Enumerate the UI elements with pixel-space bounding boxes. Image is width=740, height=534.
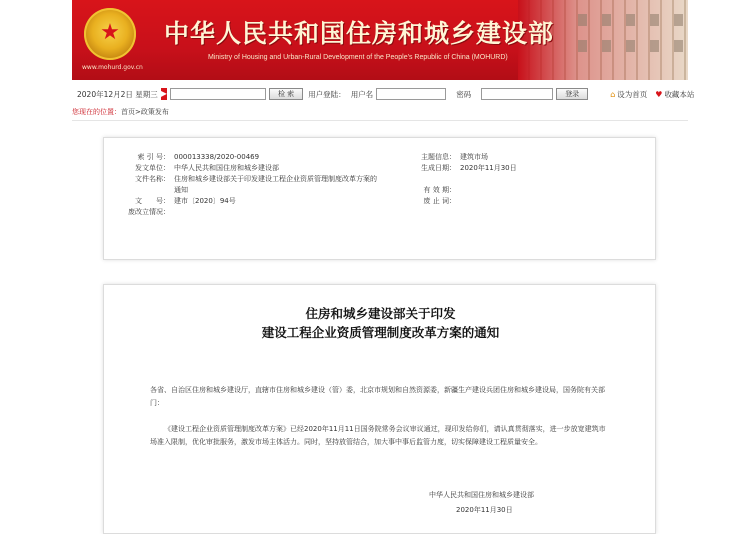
info-row-abolish [122,207,412,218]
doc-no-label: 文 号： [135,197,170,205]
divider [72,120,688,121]
signature-org: 中华人民共和国住房和城乡建设部 [429,491,534,499]
info-row-docname [122,174,412,196]
favorite-link[interactable] [655,89,694,100]
abolish-value [174,207,412,218]
username-input[interactable] [376,88,446,100]
info-row-issuer [122,163,412,174]
document-info-card [103,137,656,260]
info-right-column [416,152,636,207]
national-emblem-icon[interactable]: ★ [84,8,136,60]
info-row-repeal [416,196,636,207]
info-row-docno [122,196,412,207]
doc-no-value: 建市〔2020〕94号 [174,197,236,205]
emblem-url: www.mohurd.gov.cn [82,64,143,71]
location-label: 您现在的位置： [72,108,121,116]
search-input[interactable] [170,88,266,100]
search-button[interactable]: 检 索 [269,88,303,100]
username-label: 用户名 [350,89,374,99]
toolbar [72,84,695,104]
search-arrow-icon[interactable]: ▶ [160,89,167,98]
valid-value [460,185,636,196]
index-no-label: 索 引 号： [137,153,170,161]
repeal-label: 废 止 词： [423,197,456,205]
breadcrumb [72,107,688,119]
doc-name-value: 住房和城乡建设部关于印发建设工程企业资质管理制度改革方案的通知 [174,175,377,194]
doc-title-line1: 住房和城乡建设部关于印发 [305,306,456,321]
breadcrumb-path[interactable]: 首页>政策发布 [121,108,169,116]
repeal-value [460,196,636,207]
topic-value: 建筑市场 [460,153,488,161]
site-title: 中华人民共和国住房和城乡建设部 [164,19,555,48]
password-label: 密码 [456,89,472,99]
password-input[interactable] [481,88,553,100]
date-value: 2020年11月30日 [460,164,517,172]
abolish-label: 废改立情况： [128,208,170,216]
document-body-card [103,284,656,534]
doc-name-label: 文件名称： [135,175,170,183]
issuer-label: 发文单位： [135,164,170,172]
doc-title-line2: 建设工程企业资质管理制度改革方案的通知 [261,325,500,340]
info-row-date [416,163,636,174]
set-homepage-link[interactable] [610,89,647,100]
current-date: 2020年12月2日 星期三 [77,89,158,99]
signature-date: 2020年11月30日 [456,506,513,514]
index-no-value: 000013338/2020-00469 [174,153,260,161]
home-icon: ⌂ [610,89,616,99]
valid-label: 有 效 期： [423,186,456,194]
user-login-label: 用户登陆： [308,89,346,99]
info-row-topic [416,152,636,163]
doc-paragraph-body: 《建设工程企业资质管理制度改革方案》已经2020年11月11日国务院常务会议审议通过，现印发给你们，请认真贯彻落实，进一步放宽建筑市场准入限制，优化审批服务，激发市场主体活力。同时，坚持放管结合，加大事中事后监管力度，切实保障建设工程质量安全。 [150,425,606,446]
doc-paragraph-recipients: 各省、自治区住房和城乡建设厅，直辖市住房和城乡建设（管）委，北京市规划和自然资源委，新疆生产建设兵团住房和城乡建设局，国务院有关部门： [150,386,605,407]
header-banner [72,0,688,80]
set-homepage-label: 设为首页 [617,89,648,99]
info-row-valid [416,185,636,196]
issuer-value: 中华人民共和国住房和城乡建设部 [174,164,279,172]
login-button[interactable]: 登录 [556,88,588,100]
date-label: 生成日期： [421,164,456,172]
heart-icon: ♥ [655,89,663,99]
info-left-column [122,152,412,218]
info-row-index [122,152,412,163]
favorite-label: 收藏本站 [664,89,695,99]
topic-label: 主题信息： [421,153,456,161]
site-subtitle: Ministry of Housing and Urban-Rural Development of the People's Republic of China (MOHURD) [208,54,508,61]
